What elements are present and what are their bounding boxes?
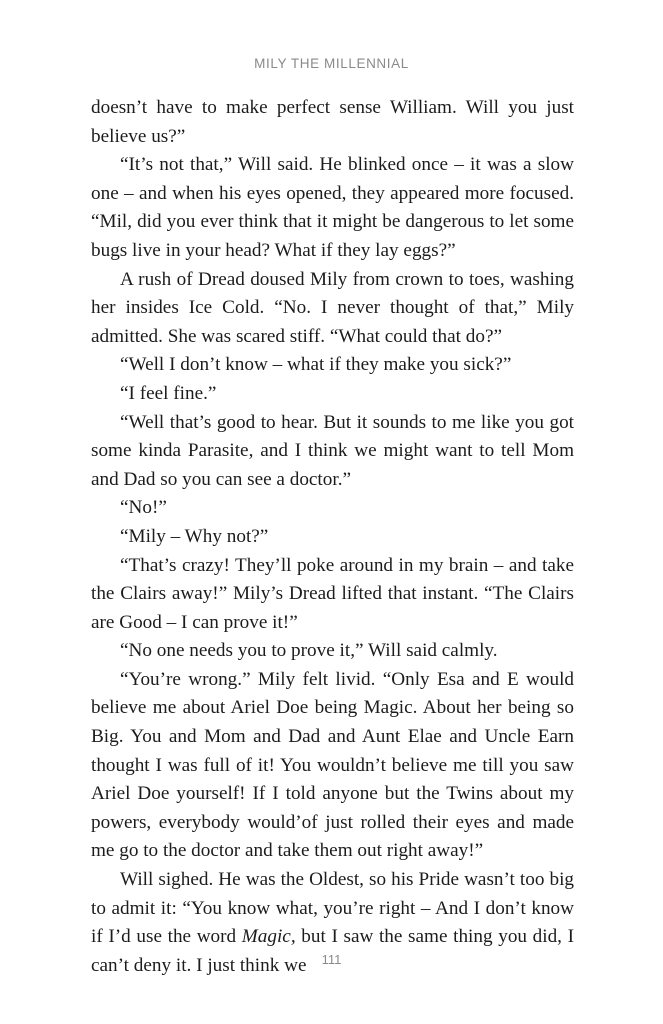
paragraph: “Well I don’t know – what if they make you sick?” (120, 354, 512, 376)
paragraph: “No!” (120, 497, 167, 519)
paragraph: “Mily – Why not?” (120, 525, 269, 547)
paragraph: “That’s crazy! They’ll poke around in my brain – and take the Clairs away!” Mily’s Dread lifted that instant. “The Clairs are Good – I can prove it!” (91, 554, 574, 633)
paragraph: “I feel fine.” (120, 382, 217, 404)
body-text (91, 94, 574, 980)
paragraph: “You’re wrong.” Mily felt livid. “Only Esa and E would believe me about Ariel Doe being Magic. About her being so Big. You and Mom and Dad and Aunt Elae and Uncle Earn thought I was full of it! You wouldn’t believe me till you saw Ariel Doe yourself! If I told anyone but the Twins about my powers, everybody would’of just rolled their eyes and made me go to the doctor and take them out right away!” (91, 668, 574, 862)
paragraph: “No one needs you to prove it,” Will said calmly. (120, 640, 498, 662)
page-number: 111 (321, 952, 342, 967)
paragraph: “Well that’s good to hear. But it sounds to me like you got some kinda Parasite, and I think we might want to tell Mom and Dad so you can see a doctor.” (91, 411, 574, 490)
running-head-title: MILY THE MILLENNIAL (254, 56, 409, 71)
paragraph: A rush of Dread doused Mily from crown to toes, washing her insides Ice Cold. “No. I never thought of that,” Mily admitted. She was scared stiff. “What could that do?” (91, 268, 574, 347)
paragraph: doesn’t have to make perfect sense William. Will you just believe us?” (91, 97, 574, 147)
italic-word: Magic, (241, 926, 296, 948)
paragraph: “It’s not that,” Will said. He blinked once – it was a slow one – and when his eyes opened, they appeared more focused. “Mil, did you ever think that it might be dangerous to let some bugs live in your head? What if they lay eggs?” (91, 154, 574, 261)
text-run: but I saw the same thing you did, I can’t deny it. I just think we (91, 926, 575, 976)
text-run: Will sighed. He was the Oldest, so his Pride wasn’t too big to admit it: “You know what, you’re right – And I don’t know if I’d use the word (91, 869, 574, 948)
